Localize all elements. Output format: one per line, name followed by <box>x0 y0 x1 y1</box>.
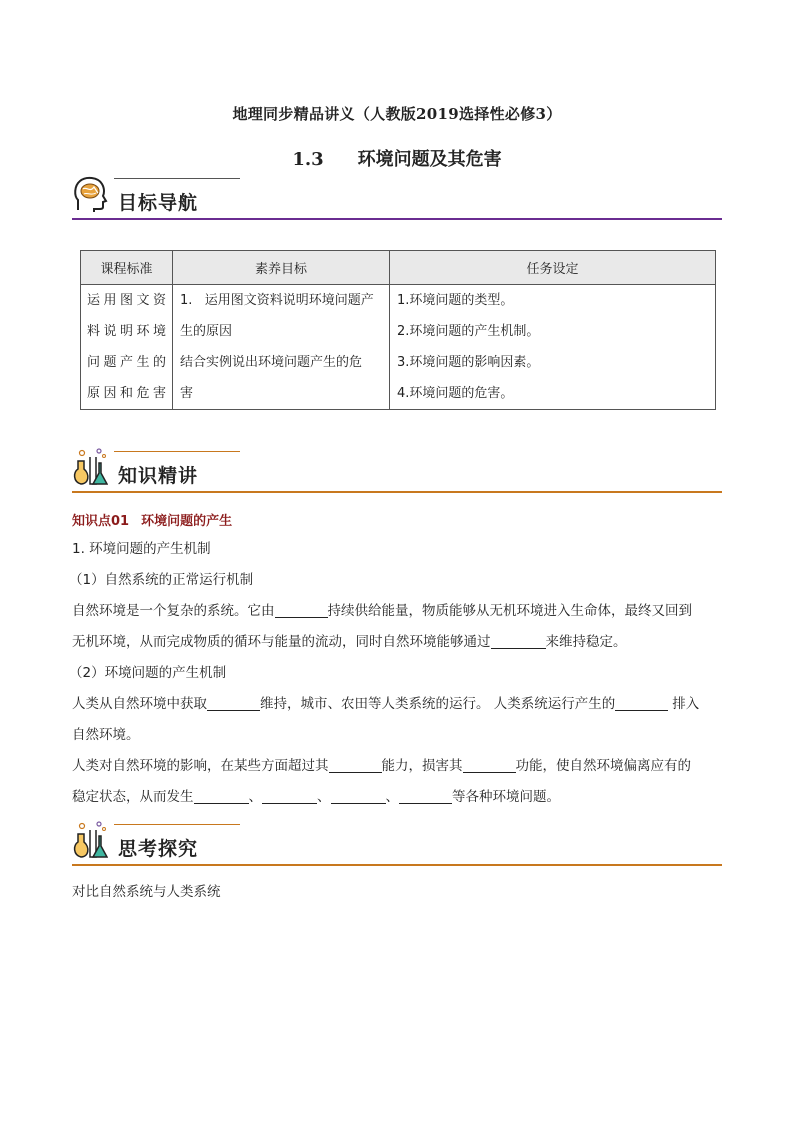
content-line: 自然环境。 <box>72 727 140 743</box>
content-line: 对比自然系统与人类系统 <box>72 884 221 900</box>
content-line <box>72 689 722 720</box>
text-run: 持续供给能量，物质能够从无机环境进入生命体，最终又回到 <box>327 603 692 619</box>
text-run: 维持，城市、农田等人类系统的运行。 人类系统运行产生的 <box>260 696 616 712</box>
cell-line: 3.环境问题的影响因素。 <box>397 355 540 370</box>
section-knowledge <box>72 447 722 495</box>
section-rule <box>72 864 722 866</box>
lesson-number: 1.3 <box>292 149 324 170</box>
text-run: 功能，使自然环境偏离应有的 <box>515 758 691 774</box>
fill-blank[interactable] <box>262 788 317 804</box>
lab-flask-icon <box>72 447 108 487</box>
text-run: 自然环境是一个复杂的系统。它由 <box>72 603 275 619</box>
content-heading: 1. 环境问题的产生机制 <box>72 541 211 557</box>
text-run: 稳定状态，从而发生 <box>72 789 194 805</box>
content-line <box>72 751 722 782</box>
section-short-rule <box>114 451 240 452</box>
separator: 、 <box>317 789 331 805</box>
fill-blank[interactable] <box>194 788 249 804</box>
section-label: 目标导航 <box>118 192 199 214</box>
task-setting-cell <box>390 285 716 410</box>
objectives-table <box>80 250 716 410</box>
cell-line: 生的原因 <box>180 324 233 339</box>
section-goal-nav <box>72 174 722 222</box>
cell-line: 结合实例说出环境问题产生的危 <box>180 355 363 370</box>
content-line <box>72 782 722 813</box>
content-line <box>72 627 722 658</box>
cell-line: 2.环境问题的产生机制。 <box>397 324 540 339</box>
knowledge-point-heading <box>72 510 232 529</box>
content-line <box>72 596 722 627</box>
course-standard-cell <box>81 285 173 410</box>
fill-blank[interactable] <box>491 633 546 649</box>
cell-line: 1. 运用图文资料说明环境问题产 <box>180 293 374 308</box>
cell-line: 4.环境问题的危害。 <box>397 386 514 401</box>
fill-blank[interactable] <box>275 602 328 618</box>
lesson-title <box>0 145 794 171</box>
fill-blank[interactable] <box>207 695 260 711</box>
fill-blank[interactable] <box>329 757 382 773</box>
text-run: 排入 <box>672 696 700 712</box>
lab-flask-icon <box>72 820 108 860</box>
cell-line: 料说明环境 <box>87 324 166 339</box>
content-subheading: （1）自然系统的正常运行机制 <box>69 572 254 588</box>
separator: 、 <box>248 789 262 805</box>
section-label: 知识精讲 <box>118 465 199 487</box>
fill-blank[interactable] <box>331 788 386 804</box>
section-rule <box>72 218 722 220</box>
cell-line: 问题产生的 <box>87 355 166 370</box>
text-run: 人类对自然环境的影响，在某些方面超过其 <box>72 758 329 774</box>
table-header-cell: 任务设定 <box>390 251 716 285</box>
section-short-rule <box>114 824 240 825</box>
knowledge-content <box>69 534 722 813</box>
fill-blank[interactable] <box>463 757 516 773</box>
literacy-goal-cell <box>173 285 390 410</box>
cell-line: 害 <box>180 386 194 401</box>
text-run: 能力，损害其 <box>381 758 463 774</box>
text-run: 等各种环境问题。 <box>452 789 560 805</box>
brain-head-icon <box>72 174 108 214</box>
thinking-content <box>72 877 722 908</box>
cell-line: 运用图文资 <box>87 293 166 308</box>
content-subheading: （2）环境问题的产生机制 <box>69 665 227 681</box>
text-run: 无机环境，从而完成物质的循环与能量的流动，同时自然环境能够通过 <box>72 634 491 650</box>
fill-blank[interactable] <box>615 695 668 711</box>
table-row <box>81 285 716 410</box>
section-thinking <box>72 820 722 868</box>
cell-line: 原因和危害 <box>87 386 166 401</box>
section-short-rule <box>114 178 240 179</box>
series-title: 地理同步精品讲义（人教版2019选择性必修3） <box>232 105 562 123</box>
knowledge-point-title: 环境问题的产生 <box>141 514 233 529</box>
cell-line: 1.环境问题的类型。 <box>397 293 514 308</box>
section-label: 思考探究 <box>118 838 199 860</box>
section-rule <box>72 491 722 493</box>
knowledge-point-code: 知识点01 <box>72 514 130 529</box>
fill-blank[interactable] <box>399 788 452 804</box>
table-header-cell: 素养目标 <box>173 251 390 285</box>
text-run: 人类从自然环境中获取 <box>72 696 207 712</box>
table-header-cell: 课程标准 <box>81 251 173 285</box>
separator: 、 <box>385 789 399 805</box>
table-header-row <box>81 251 716 285</box>
text-run: 来维持稳定。 <box>545 634 627 650</box>
lesson-name: 环境问题及其危害 <box>357 149 502 170</box>
